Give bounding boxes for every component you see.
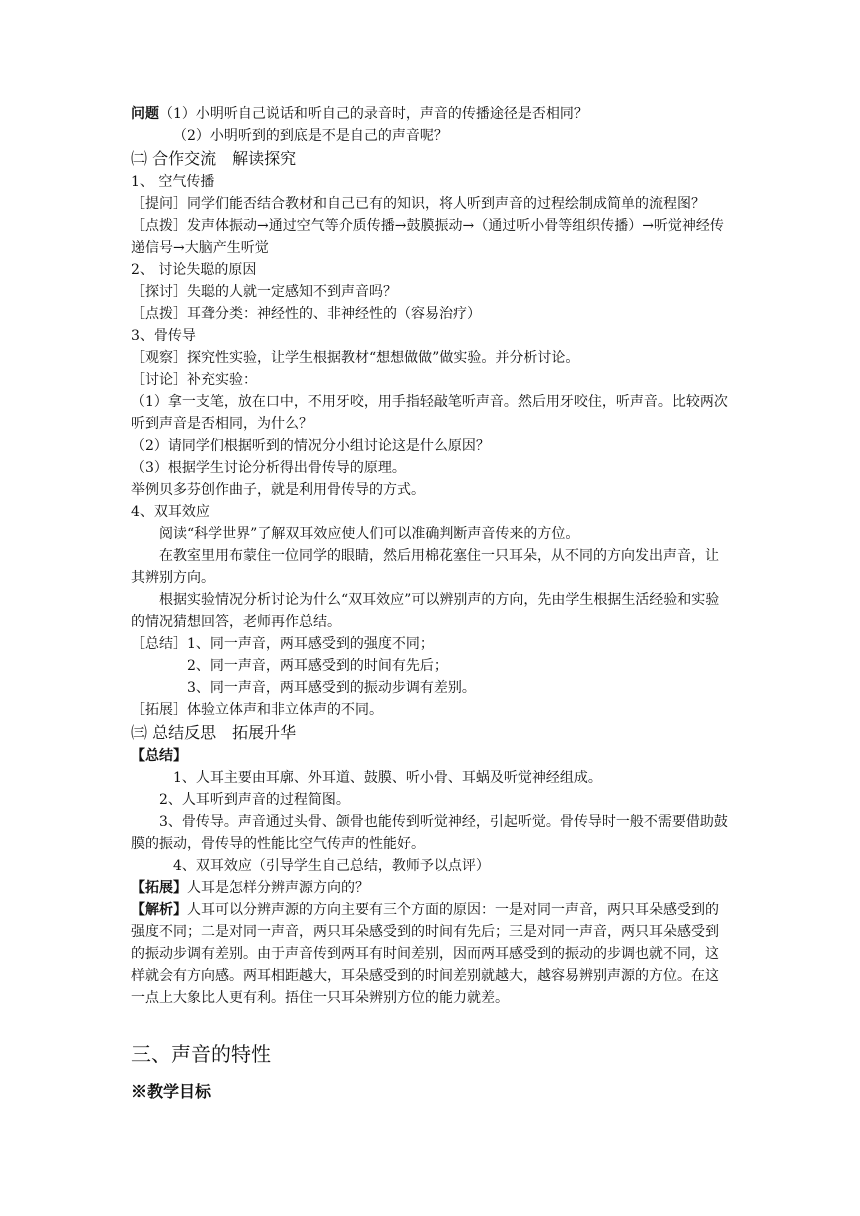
summary-item-4: 4、双耳效应（引导学生自己总结，教师予以点评）	[173, 858, 490, 874]
extend-label: 【拓展】	[131, 880, 187, 896]
binaural-summary-1: ［总结］1、同一声音，两耳感受到的强度不同；	[131, 636, 434, 652]
binaural-p1: 阅读“科学世界”了解双耳效应使人们可以准确判断声音传来的方位。	[159, 526, 580, 542]
air-tip: ［点拨］发声体振动→通过空气等介质传播→鼓膜振动→（通过听小骨等组织传播）→听觉神经传递信号→大脑产生听觉	[131, 218, 724, 256]
section-heading-3: ㈢ 总结反思 拓展升华	[131, 723, 297, 742]
bone-title: 3、骨传导	[131, 328, 196, 344]
air-title: 1、 空气传播	[131, 174, 215, 190]
summary-label: 【总结】	[131, 748, 187, 764]
summary-item-2: 2、人耳听到声音的过程简图。	[159, 792, 350, 808]
section-heading-2: ㈡ 合作交流 解读探究	[131, 149, 297, 168]
binaural-p3: 根据实验情况分析讨论为什么“双耳效应”可以辨别声的方向，先由学生根据生活经验和实验的情况猜想回答，老师再作总结。	[131, 592, 720, 630]
summary-item-1: 1、人耳主要由耳廓、外耳道、鼓膜、听小骨、耳蜗及听觉神经组成。	[173, 770, 602, 786]
analysis-paragraph: 【解析】人耳可以分辨声源的方向主要有三个方面的原因：一是对同一声音，两只耳朵感受到的强度不同；二是对同一声音，两只耳朵感受到的时间有先后；三是对同一声音，两只耳朵感受到的振动步调有差别。由于声音传到两耳有时间差别，因而两耳感受到的振动的步调也就不同，这样就会有方向感。两耳相距越大，耳朵感受到的时间差别就越大，越容易辨别声源的方位。在这一点上大象比人更有利。捂住一只耳朵辨别方位的能力就差。	[131, 902, 719, 1006]
binaural-extend: ［拓展］体验立体声和非立体声的不同。	[131, 702, 383, 718]
bone-step-3: （3）根据学生讨论分析得出骨传导的原理。	[131, 460, 406, 476]
binaural-p2: 在教室里用布蒙住一位同学的眼睛，然后用棉花塞住一只耳朵，从不同的方向发出声音，让其辨别方向。	[131, 548, 719, 586]
question-1: 问题（1）小明听自己说话和听自己的录音时，声音的传播途径是否相同？	[131, 106, 588, 122]
analysis-label: 【解析】	[131, 902, 187, 918]
summary-item-3: 3、骨传导。声音通过头骨、颌骨也能传到听觉神经，引起听觉。骨传导时一般不需要借助鼓膜的振动，骨传导的性能比空气传声的性能好。	[131, 814, 728, 852]
air-ask: ［提问］同学们能否结合教材和自己已有的知识，将人听到声音的过程绘制成简单的流程图？	[131, 196, 705, 212]
binaural-title: 4、双耳效应	[131, 504, 210, 520]
question-label: 问题	[131, 106, 159, 122]
bone-discuss: ［讨论］补充实验：	[131, 372, 257, 388]
deaf-title: 2、 讨论失聪的原因	[131, 262, 257, 278]
document-page	[131, 103, 731, 1103]
teaching-goals-heading: ※教学目标	[131, 1082, 212, 1101]
bone-step-2: （2）请同学们根据听到的情况分小组讨论这是什么原因？	[131, 438, 490, 454]
bone-observe: ［观察］探究性实验，让学生根据教材“想想做做”做实验。并分析讨论。	[131, 350, 580, 366]
chapter-heading: 三、声音的特性	[131, 1042, 271, 1066]
binaural-summary-3: 3、同一声音，两耳感受到的振动步调有差别。	[187, 680, 476, 696]
bone-example: 举例贝多芬创作曲子，就是利用骨传导的方式。	[131, 482, 425, 498]
extend-line: 【拓展】人耳是怎样分辨声源方向的？	[131, 880, 369, 896]
question-2: （2）小明听到的到底是不是自己的声音呢？	[173, 128, 448, 144]
deaf-discuss: ［探讨］失聪的人就一定感知不到声音吗？	[131, 284, 397, 300]
bone-step-1: （1）拿一支笔，放在口中，不用牙咬，用手指轻敲笔听声音。然后用牙咬住，听声音。比较两次听到声音是否相同，为什么？	[131, 394, 728, 432]
deaf-tip: ［点拨］耳聋分类：神经性的、非神经性的（容易治疗）	[131, 306, 481, 322]
binaural-summary-2: 2、同一声音，两耳感受到的时间有先后；	[187, 658, 448, 674]
